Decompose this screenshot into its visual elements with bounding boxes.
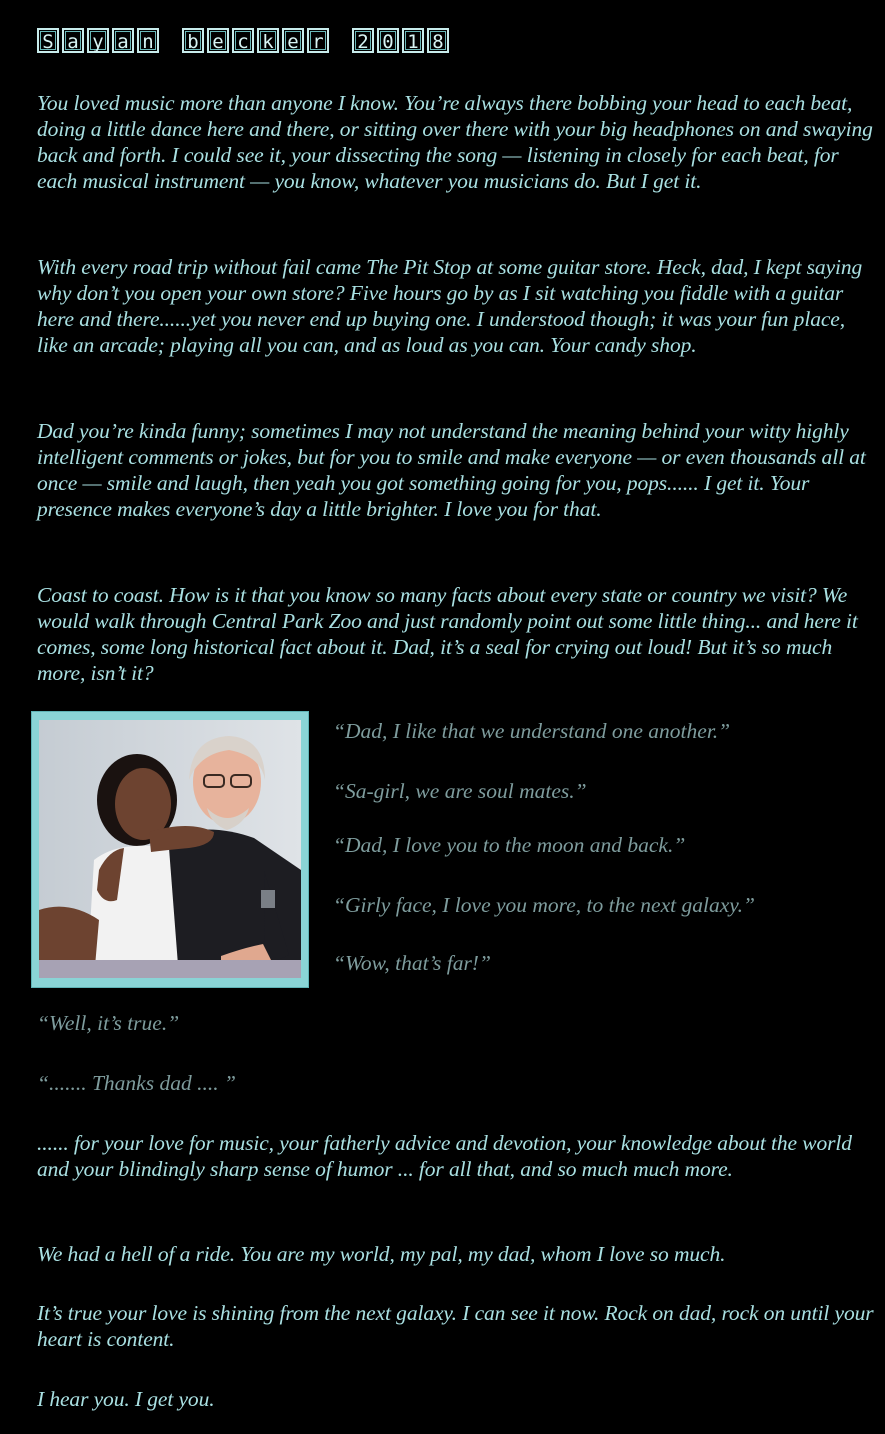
paragraph-music: You loved music more than anyone I know. You’re always there bobbing your head to each beat, doing a little dance here and there, or sitting over there with your big headphones on and swaying back and forth. I could see it, your dissecting the song — listening in closely for each beat, for each musical instrument — you know, whatever you musicians do. But I get it. — [37, 91, 873, 193]
paragraph-humor: Dad you’re kinda funny; sometimes I may not understand the meaning behind your witty highly intelligent comments or jokes, but for you to smile and make everyone — or even thousands all at once — smile and laugh, then yeah you got something going for you, pops...... I get it. Your presence makes everyone’s day a little brighter. I love you for that. — [37, 419, 866, 521]
paragraph-thanks: ...... for your love for music, your fatherly advice and devotion, your knowledge about the world and your blindingly sharp sense of humor ... for all that, and so much much more. — [37, 1131, 852, 1181]
father-daughter-photo — [39, 720, 301, 978]
quote-line: “....... Thanks dad .... ” — [37, 1071, 236, 1095]
title-char: y — [87, 28, 109, 53]
title-char: a — [112, 28, 134, 53]
quote-line: “Wow, that’s far!” — [333, 951, 491, 975]
paragraph-galaxy: It’s true your love is shining from the next galaxy. I can see it now. Rock on dad, rock on until your heart is content. — [37, 1301, 874, 1351]
title-char: r — [307, 28, 329, 53]
title-char: 1 — [402, 28, 424, 53]
title-char: e — [282, 28, 304, 53]
page-title — [37, 28, 449, 53]
title-char: c — [232, 28, 254, 53]
title-char: n — [137, 28, 159, 53]
title-char: 2 — [352, 28, 374, 53]
quote-line: “Girly face, I love you more, to the next galaxy.” — [333, 893, 755, 917]
title-char: k — [257, 28, 279, 53]
photo-illustration — [39, 720, 301, 978]
title-char: a — [62, 28, 84, 53]
quote-line: “Dad, I love you to the moon and back.” — [333, 833, 686, 857]
title-space — [332, 28, 349, 53]
paragraph-facts: Coast to coast. How is it that you know so many facts about every state or country we visit? We would walk through Central Park Zoo and just randomly point out some little thing... and here it comes, some long historical fact about it. Dad, it’s a seal for crying out loud! But it’s so much more, isn’t it? — [37, 583, 858, 685]
title-space — [162, 28, 179, 53]
paragraph-ride: We had a hell of a ride. You are my world, my pal, my dad, whom I love so much. — [37, 1242, 726, 1266]
title-char: b — [182, 28, 204, 53]
quote-line: “Sa-girl, we are soul mates.” — [333, 779, 587, 803]
paragraph-guitar-store: With every road trip without fail came The Pit Stop at some guitar store. Heck, dad, I kept saying why don’t you open your own store? Five hours go by as I sit watching you fiddle with a guitar here and there......yet you never end up buying one. I understood though; it was your fun place, like an arcade; playing all you can, and as loud as you can. Your candy shop. — [37, 255, 863, 357]
quote-line: “Well, it’s true.” — [37, 1011, 180, 1035]
photo-frame — [32, 712, 308, 987]
title-char: 8 — [427, 28, 449, 53]
paragraph-closing: I hear you. I get you. — [37, 1387, 215, 1411]
title-char: S — [37, 28, 59, 53]
title-char: 0 — [377, 28, 399, 53]
quote-line: “Dad, I like that we understand one another.” — [333, 719, 731, 743]
title-char: e — [207, 28, 229, 53]
